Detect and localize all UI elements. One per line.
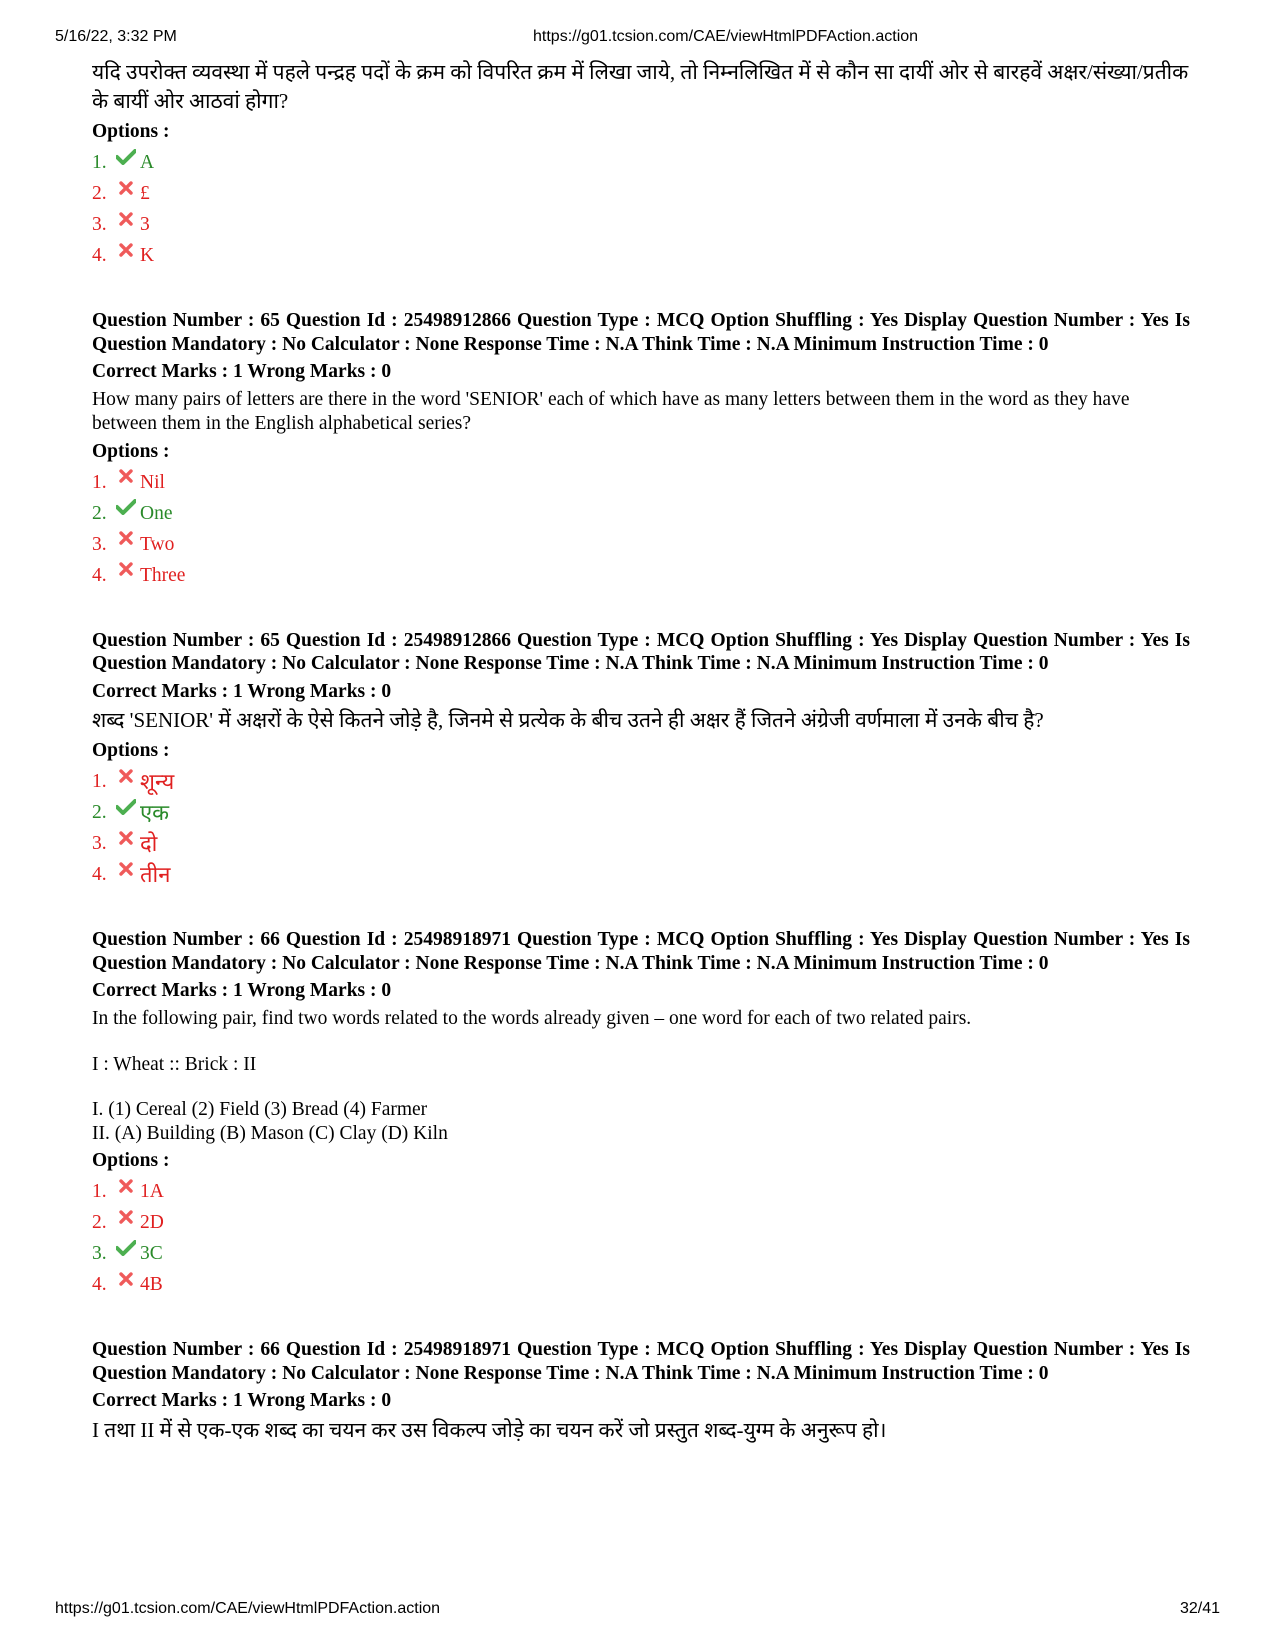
options-list (92, 1176, 1190, 1300)
option-number: 3. (92, 833, 107, 854)
option-item (92, 209, 1190, 240)
option-number: 2. (92, 183, 107, 204)
option-text: Three (140, 564, 186, 586)
options-heading: Options : (92, 1150, 170, 1171)
option-text: Two (140, 533, 175, 555)
question-meta: Question Number : 66 Question Id : 25498918971 Question Type : MCQ Option Shuffling : Yes Display Question Number : Yes Is Question Mandatory : No Calculator : None Response Time : N.A Think Time : N.A Minimum Instruction Time : 0 (92, 929, 1190, 974)
question-text: I तथा II में से एक-एक शब्द का चयन कर उस विकल्प जोड़े का चयन करें जो प्रस्तुत शब्द-युग्म के अनुरूप हो। (92, 1417, 887, 1442)
question-text: यदि उपरोक्त व्यवस्था में पहले पन्द्रह पदों के क्रम को विपरित क्रम में लिखा जाये, तो निम्नलिखित में से कौन सा दायीं ओर से बारहवें अक्षर/संख्या/प्रतीक के बायीं ओर आठवां होगा? (92, 60, 1189, 113)
page-header (55, 28, 1220, 50)
option-item (92, 1269, 1190, 1300)
question-marks: Correct Marks : 1 Wrong Marks : 0 (92, 680, 392, 702)
options-heading: Options : (92, 121, 170, 142)
option-item (92, 1238, 1190, 1269)
option-item (92, 560, 1190, 591)
check-icon (114, 145, 138, 169)
question-meta: Question Number : 65 Question Id : 25498912866 Question Type : MCQ Option Shuffling : Yes Display Question Number : Yes Is Question Mandatory : No Calculator : None Response Time : N.A Think Time : N.A Minimum Instruction Time : 0 (92, 629, 1190, 674)
question-text: How many pairs of letters are there in the word 'SENIOR' each of which have as many letters between them in the word as they have between them in the English alphabetical series? (92, 388, 1130, 434)
print-datetime: 5/16/22, 3:32 PM (55, 28, 177, 45)
question-block-top (92, 58, 1190, 271)
check-icon (114, 1236, 138, 1260)
option-number: 1. (92, 1181, 107, 1202)
options-heading: Options : (92, 440, 170, 462)
option-text: 3 (140, 214, 150, 235)
cross-icon (114, 207, 138, 231)
header-url: https://g01.tcsion.com/CAE/viewHtmlPDFAction.action (533, 28, 919, 45)
question-block-66-en (92, 928, 1190, 1300)
option-number: 1. (92, 771, 107, 792)
option-text: K (140, 245, 155, 266)
option-number: 4. (92, 564, 107, 586)
cross-icon (114, 557, 138, 581)
option-item (92, 498, 1190, 529)
option-text: 3C (140, 1243, 163, 1264)
options-list (92, 766, 1190, 890)
option-number: 2. (92, 502, 107, 524)
question-marks: Correct Marks : 1 Wrong Marks : 0 (92, 1390, 392, 1411)
option-text: One (140, 502, 173, 524)
option-item (92, 529, 1190, 560)
option-item (92, 797, 1190, 828)
cross-icon (114, 826, 138, 850)
options-list (92, 147, 1190, 271)
question-block-65-hi (92, 629, 1190, 891)
option-item (92, 828, 1190, 859)
option-item (92, 147, 1190, 178)
option-item (92, 240, 1190, 271)
option-item (92, 178, 1190, 209)
question-block-66-hi (92, 1338, 1190, 1445)
option-item (92, 1176, 1190, 1207)
check-icon (114, 495, 138, 519)
question-block-65-en (92, 309, 1190, 591)
cross-icon (114, 1205, 138, 1229)
footer-url: https://g01.tcsion.com/CAE/viewHtmlPDFAction.action (55, 1600, 441, 1617)
options-heading: Options : (92, 740, 170, 761)
option-item (92, 859, 1190, 890)
page-number: 32/41 (1179, 1600, 1220, 1617)
question-list-ii: II. (A) Building (B) Mason (C) Clay (D) Kiln (92, 1122, 448, 1144)
option-text: दो (140, 831, 158, 856)
question-meta: Question Number : 66 Question Id : 25498918971 Question Type : MCQ Option Shuffling : Yes Display Question Number : Yes Is Question Mandatory : No Calculator : None Response Time : N.A Think Time : N.A Minimum Instruction Time : 0 (92, 1339, 1190, 1384)
option-number: 1. (92, 471, 107, 493)
cross-icon (114, 238, 138, 262)
question-text: शब्द 'SENIOR' में अक्षरों के ऐसे कितने जोड़े है, जिनमे से प्रत्येक के बीच उतने ही अक्षर हैं जितने अंग्रेजी वर्णमाला में उनके बीच है? (92, 708, 1044, 732)
option-item (92, 467, 1190, 498)
option-text: £ (140, 183, 150, 204)
cross-icon (114, 526, 138, 550)
option-number: 2. (92, 1212, 107, 1233)
option-text: एक (140, 800, 170, 825)
option-number: 4. (92, 245, 107, 266)
option-number: 4. (92, 864, 107, 885)
option-item (92, 1207, 1190, 1238)
cross-icon (114, 1174, 138, 1198)
option-text: A (140, 152, 155, 173)
option-item (92, 766, 1190, 797)
option-text: 1A (140, 1181, 164, 1202)
option-text: Nil (140, 471, 165, 493)
question-pair: I : Wheat :: Brick : II (92, 1053, 257, 1075)
cross-icon (114, 857, 138, 881)
question-meta: Question Number : 65 Question Id : 25498912866 Question Type : MCQ Option Shuffling : Yes Display Question Number : Yes Is Question Mandatory : No Calculator : None Response Time : N.A Think Time : N.A Minimum Instruction Time : 0 (92, 310, 1190, 355)
option-number: 3. (92, 1243, 107, 1264)
option-text: शून्य (140, 769, 175, 794)
cross-icon (114, 464, 138, 488)
option-number: 1. (92, 152, 107, 173)
option-text: तीन (140, 862, 171, 887)
option-text: 4B (140, 1274, 163, 1295)
option-number: 3. (92, 533, 107, 555)
options-list (92, 467, 1190, 591)
question-marks: Correct Marks : 1 Wrong Marks : 0 (92, 980, 392, 1001)
page-content (92, 58, 1190, 1445)
question-marks: Correct Marks : 1 Wrong Marks : 0 (92, 361, 392, 382)
cross-icon (114, 764, 138, 788)
option-number: 3. (92, 214, 107, 235)
cross-icon (114, 1267, 138, 1291)
option-number: 2. (92, 802, 107, 823)
cross-icon (114, 176, 138, 200)
question-text: In the following pair, find two words related to the words already given – one word for each of two related pairs. (92, 1007, 972, 1029)
check-icon (114, 795, 138, 819)
option-number: 4. (92, 1274, 107, 1295)
option-text: 2D (140, 1212, 164, 1233)
question-list-i: I. (1) Cereal (2) Field (3) Bread (4) Farmer (92, 1099, 428, 1120)
page-footer (55, 1600, 1220, 1622)
